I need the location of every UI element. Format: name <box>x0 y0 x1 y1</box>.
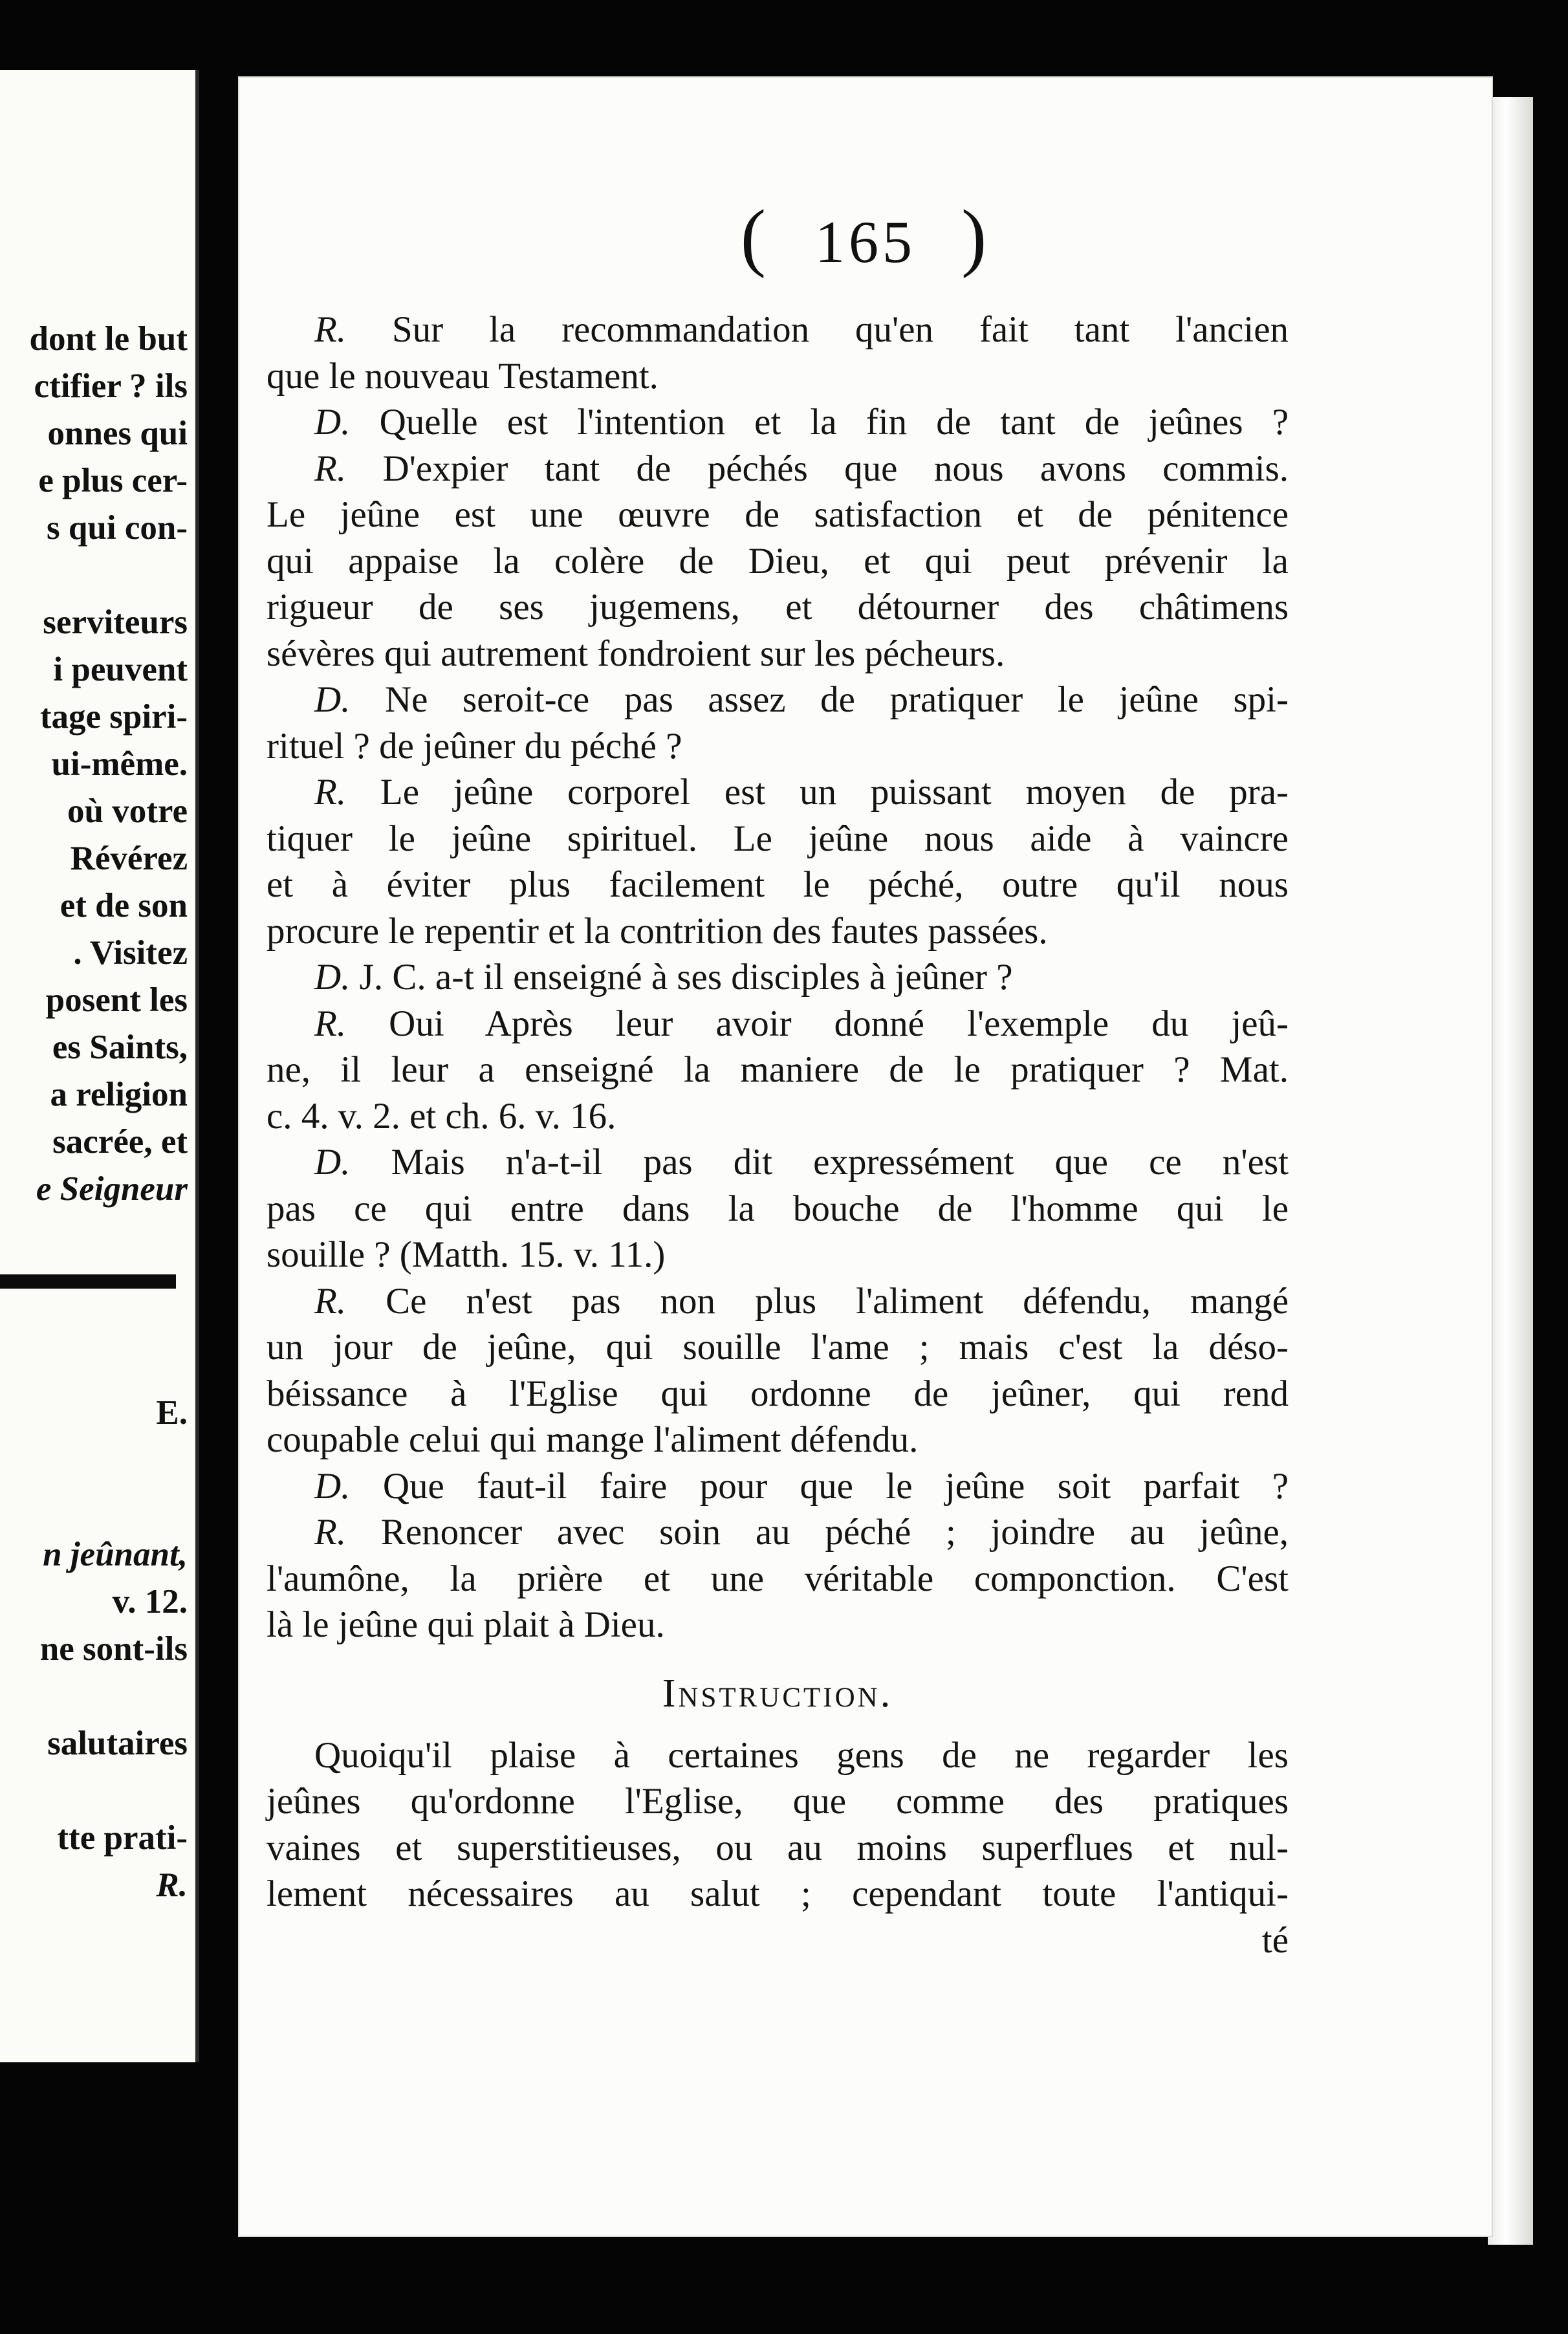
text-line <box>267 1556 1289 1602</box>
text-line <box>267 1186 1289 1232</box>
text-line <box>267 908 1289 955</box>
previous-page-line: où votre <box>67 792 188 830</box>
text-line <box>267 677 1289 723</box>
text-line <box>267 1463 1289 1510</box>
previous-page-line <box>0 1437 188 1484</box>
line-text: pas ce qui entre dans la bouche de l'homme qui le <box>267 1188 1289 1229</box>
previous-page-line: tage spiri- <box>39 698 188 736</box>
text-line <box>267 954 1289 1001</box>
line-text: Ce n'est pas non plus l'aliment défendu, mangé <box>346 1280 1289 1322</box>
line-text: Le jeûne corporel est un puissant moyen de pra- <box>346 772 1289 813</box>
line-text: un jour de jeûne, qui souille l'ame ; mais c'est la déso- <box>267 1327 1289 1368</box>
text-line <box>267 492 1289 538</box>
text-line <box>267 1278 1289 1325</box>
line-text: Que faut-il faire pour que le jeûne soit parfait ? <box>350 1465 1289 1507</box>
line-text: Oui Après leur avoir donné l'exemple du jeû- <box>346 1003 1289 1044</box>
catchword: té <box>1261 1919 1289 1961</box>
line-text: rituel ? de jeûner du péché ? <box>267 725 682 767</box>
previous-page-line: a religion <box>50 1076 188 1113</box>
previous-page-line: sacrée, et <box>52 1123 188 1161</box>
text-line <box>267 1139 1289 1186</box>
previous-page-line <box>0 1673 188 1720</box>
previous-page-line: es Saints, <box>52 1029 188 1066</box>
line-text: tiquer le jeûne spirituel. Le jeûne nous aide à vaincre <box>267 818 1289 859</box>
previous-page-line: e plus cer- <box>38 462 188 499</box>
text-line <box>267 769 1289 816</box>
text-line <box>267 631 1289 677</box>
line-text: Ne seroit-ce pas assez de pratiquer le jeûne spi- <box>350 679 1289 720</box>
speaker-label: D. <box>314 679 351 720</box>
speaker-label: D. <box>314 402 351 442</box>
line-text: rigueur de ses jugemens, et détourner des châtimens <box>267 587 1289 627</box>
text-line <box>267 1371 1289 1417</box>
text-line <box>267 538 1289 585</box>
line-text: D'expier tant de péchés que nous avons commis. <box>346 448 1289 489</box>
line-text: qui appaise la colère de Dieu, et qui peut prévenir la <box>267 540 1289 582</box>
text-line: jeûnes qu'ordonne l'Eglise, que comme des pratiques <box>267 1781 1289 1822</box>
text-line <box>267 862 1289 908</box>
text-line: vaines et superstitieuses, ou au moins superflues et nul- <box>267 1827 1289 1868</box>
previous-page-line: tte prati- <box>57 1819 188 1857</box>
line-text: là le jeûne qui plait à Dieu. <box>267 1604 665 1645</box>
page-edge <box>1488 97 1533 2245</box>
section-rule <box>0 1274 176 1289</box>
previous-page-line: posent les <box>45 981 188 1019</box>
previous-page-line: ctifier ? ils <box>34 367 188 405</box>
text-line <box>267 1602 1289 1648</box>
previous-page-line <box>0 1484 188 1531</box>
text-line: lement nécessaires au salut ; cependant toute l'antiqui- <box>267 1873 1289 1914</box>
text-line <box>267 1001 1289 1047</box>
line-text: c. 4. v. 2. et ch. 6. v. 16. <box>267 1095 616 1137</box>
previous-page-fragment <box>0 70 199 2062</box>
text-line: Quoiqu'il plaise à certaines gens de ne regarder les <box>314 1734 1289 1776</box>
close-paren: ) <box>961 194 991 279</box>
text-line <box>267 353 1289 400</box>
text-line <box>267 1047 1289 1093</box>
previous-page-line: E. <box>156 1394 188 1432</box>
previous-page-line <box>0 552 188 599</box>
line-text: coupable celui qui mange l'aliment défendu. <box>267 1419 919 1460</box>
line-text: J. C. a-t il enseigné à ses disciples à jeûner ? <box>350 957 1013 998</box>
line-text: sévères qui autrement fondroient sur les pécheurs. <box>267 633 1005 674</box>
speaker-label: R. <box>314 772 347 813</box>
text-line <box>267 723 1289 770</box>
previous-page-line: . Visitez <box>73 934 188 972</box>
speaker-label: D. <box>314 957 351 998</box>
section-heading: Instruction. <box>662 1671 893 1716</box>
open-paren: ( <box>740 194 770 279</box>
text-line <box>267 399 1289 446</box>
previous-page-line: Révérez <box>70 840 188 877</box>
page-number-header <box>238 193 1493 281</box>
text-line <box>267 1093 1289 1140</box>
previous-page-line: s qui con- <box>47 509 188 547</box>
speaker-label: R. <box>314 448 347 489</box>
page-body <box>267 307 1289 1963</box>
line-text: ne, il leur a enseigné la maniere de le pratiquer ? Mat. <box>267 1049 1289 1090</box>
text-line <box>267 307 1289 353</box>
line-text: Renoncer avec soin au péché ; joindre au jeûne, <box>346 1512 1289 1553</box>
previous-page-line: onnes qui <box>47 415 188 452</box>
speaker-label: R. <box>314 1280 347 1322</box>
line-text: Mais n'a-t-il pas dit expressément que ce n'est <box>350 1142 1289 1183</box>
speaker-label: D. <box>314 1142 351 1183</box>
previous-page-line: ne sont-ils <box>39 1630 188 1668</box>
previous-page-line: R. <box>156 1866 188 1904</box>
line-text: souille ? (Matth. 15. v. 11.) <box>267 1234 666 1275</box>
previous-page-line: salutaires <box>47 1725 188 1762</box>
text-line <box>267 1417 1289 1463</box>
text-line <box>267 816 1289 862</box>
speaker-label: R. <box>314 309 347 350</box>
text-line <box>267 1324 1289 1371</box>
previous-page-line: serviteurs <box>43 604 188 641</box>
line-text: procure le repentir et la contrition des fautes passées. <box>267 910 1048 952</box>
line-text: et à éviter plus facilement le péché, outre qu'il nous <box>267 864 1289 905</box>
previous-page-line: dont le but <box>29 320 188 358</box>
previous-page-line: v. 12. <box>112 1583 188 1620</box>
speaker-label: R. <box>314 1512 347 1553</box>
text-line <box>267 584 1289 631</box>
text-line <box>267 1232 1289 1278</box>
text-line <box>267 446 1289 492</box>
previous-page-line: ui-même. <box>51 745 188 783</box>
speaker-label: D. <box>314 1465 351 1507</box>
previous-page-line <box>0 1767 188 1815</box>
line-text: Sur la recommandation qu'en fait tant l'ancien <box>346 309 1289 350</box>
previous-page-line: i peuvent <box>53 651 188 688</box>
previous-page-line: n jeûnant, <box>43 1536 188 1573</box>
line-text: béissance à l'Eglise qui ordonne de jeûner, qui rend <box>267 1373 1289 1414</box>
page-number: 165 <box>815 209 916 275</box>
previous-page-line: e Seigneur <box>36 1170 188 1208</box>
line-text: Quelle est l'intention et la fin de tant de jeûnes ? <box>350 402 1289 442</box>
line-text: que le nouveau Testament. <box>267 355 659 397</box>
line-text: l'aumône, la prière et une véritable componction. C'est <box>267 1558 1289 1599</box>
speaker-label: R. <box>314 1003 347 1044</box>
line-text: Le jeûne est une œuvre de satisfaction et de pénitence <box>267 494 1289 535</box>
previous-page-line: et de son <box>60 887 188 924</box>
previous-page-text <box>0 316 188 1213</box>
previous-page-text-lower <box>0 1390 188 1909</box>
text-line <box>267 1509 1289 1556</box>
